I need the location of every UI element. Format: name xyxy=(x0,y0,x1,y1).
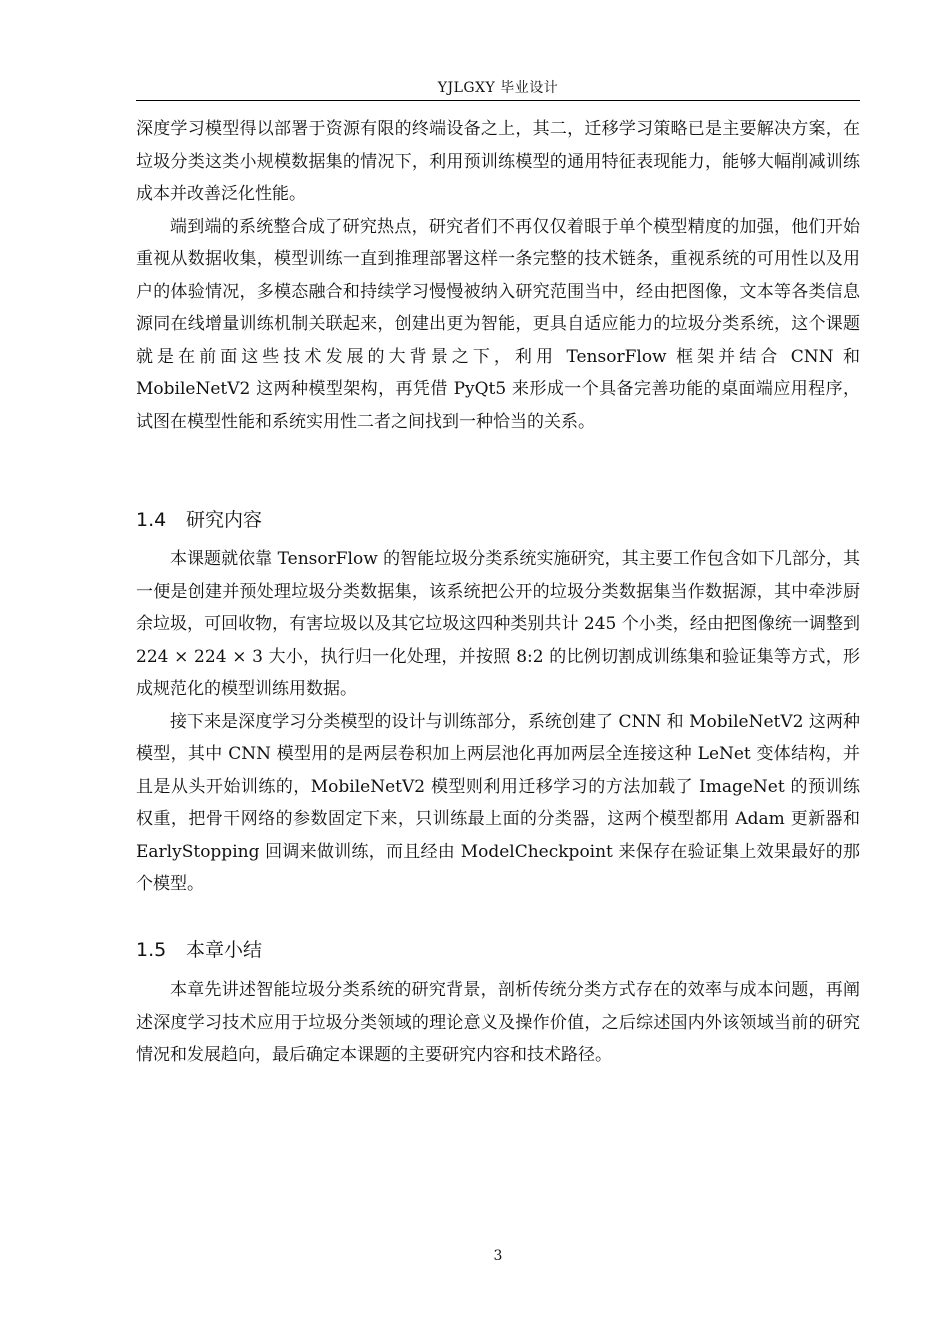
section-title: 本章小结 xyxy=(186,939,263,961)
section-heading-1-4 xyxy=(136,505,860,535)
paragraph-summary: 本章先讲述智能垃圾分类系统的研究背景，剖析传统分类方式存在的效率与成本问题，再阐述深度学习技术应用于垃圾分类领域的理论意义及操作价值，之后综述国内外该领域当前的研究情况和发展趋向，最后确定本课题的主要研究内容和技术路径。 xyxy=(136,980,860,1065)
section-title: 研究内容 xyxy=(186,509,263,531)
intro-text-block xyxy=(136,113,860,438)
header-rule xyxy=(136,100,860,101)
research-content-block xyxy=(136,543,860,901)
paragraph-end-to-end: 端到端的系统整合成了研究热点，研究者们不再仅仅着眼于单个模型精度的加强，他们开始重视从数据收集，模型训练一直到推理部署这样一条完整的技术链条，重视系统的可用性以及用户的体验情况，多模态融合和持续学习慢慢被纳入研究范围当中，经由把图像，文本等各类信息源同在线增量训练机制关联起来，创建出更为智能，更具自适应能力的垃圾分类系统，这个课题就是在前面这些技术发展的大背景之下，利用 TensorFlow 框架并结合 CNN 和 MobileNetV2 这两种模型架构，再凭借 PyQt5 来形成一个具备完善功能的桌面端应用程序，试图在模型性能和系统实用性二者之间找到一种恰当的关系。 xyxy=(136,216,860,432)
summary-block xyxy=(136,974,860,1072)
page-number: 3 xyxy=(493,1248,503,1264)
section-heading-1-5 xyxy=(136,935,860,965)
paragraph-models: 接下来是深度学习分类模型的设计与训练部分，系统创建了 CNN 和 MobileNetV2 这两种模型，其中 CNN 模型用的是两层卷积加上两层池化再加两层全连接这种 LeNet 变体结构，并且是从头开始训练的，MobileNetV2 模型则利用迁移学习的方法加载了 ImageNet 的预训练权重，把骨干网络的参数固定下来，只训练最上面的分类器，这两个模型都用 Adam 更新器和 EarlyStopping 回调来做训练，而且经由 ModelCheckpoint 来保存在验证集上效果最好的那个模型。 xyxy=(136,711,860,894)
paragraph-continued: 深度学习模型得以部署于资源有限的终端设备之上，其二，迁移学习策略已是主要解决方案，在垃圾分类这类小规模数据集的情况下，利用预训练模型的通用特征表现能力，能够大幅削减训练成本并改善泛化性能。 xyxy=(136,119,860,204)
section-number: 1.5 xyxy=(136,939,167,961)
page-header: YJLGXY 毕业设计 xyxy=(437,80,559,96)
paragraph-dataset: 本课题就依靠 TensorFlow 的智能垃圾分类系统实施研究，其主要工作包含如下几部分，其一便是创建并预处理垃圾分类数据集，该系统把公开的垃圾分类数据集当作数据源，其中牵涉厨余垃圾，可回收物，有害垃圾以及其它垃圾这四种类别共计 245 个小类，经由把图像统一调整到 224 × 224 × 3 大小，执行归一化处理，并按照 8:2 的比例切割成训练集和验证集等方式，形成规范化的模型训练用数据。 xyxy=(136,549,860,699)
section-number: 1.4 xyxy=(136,509,167,531)
